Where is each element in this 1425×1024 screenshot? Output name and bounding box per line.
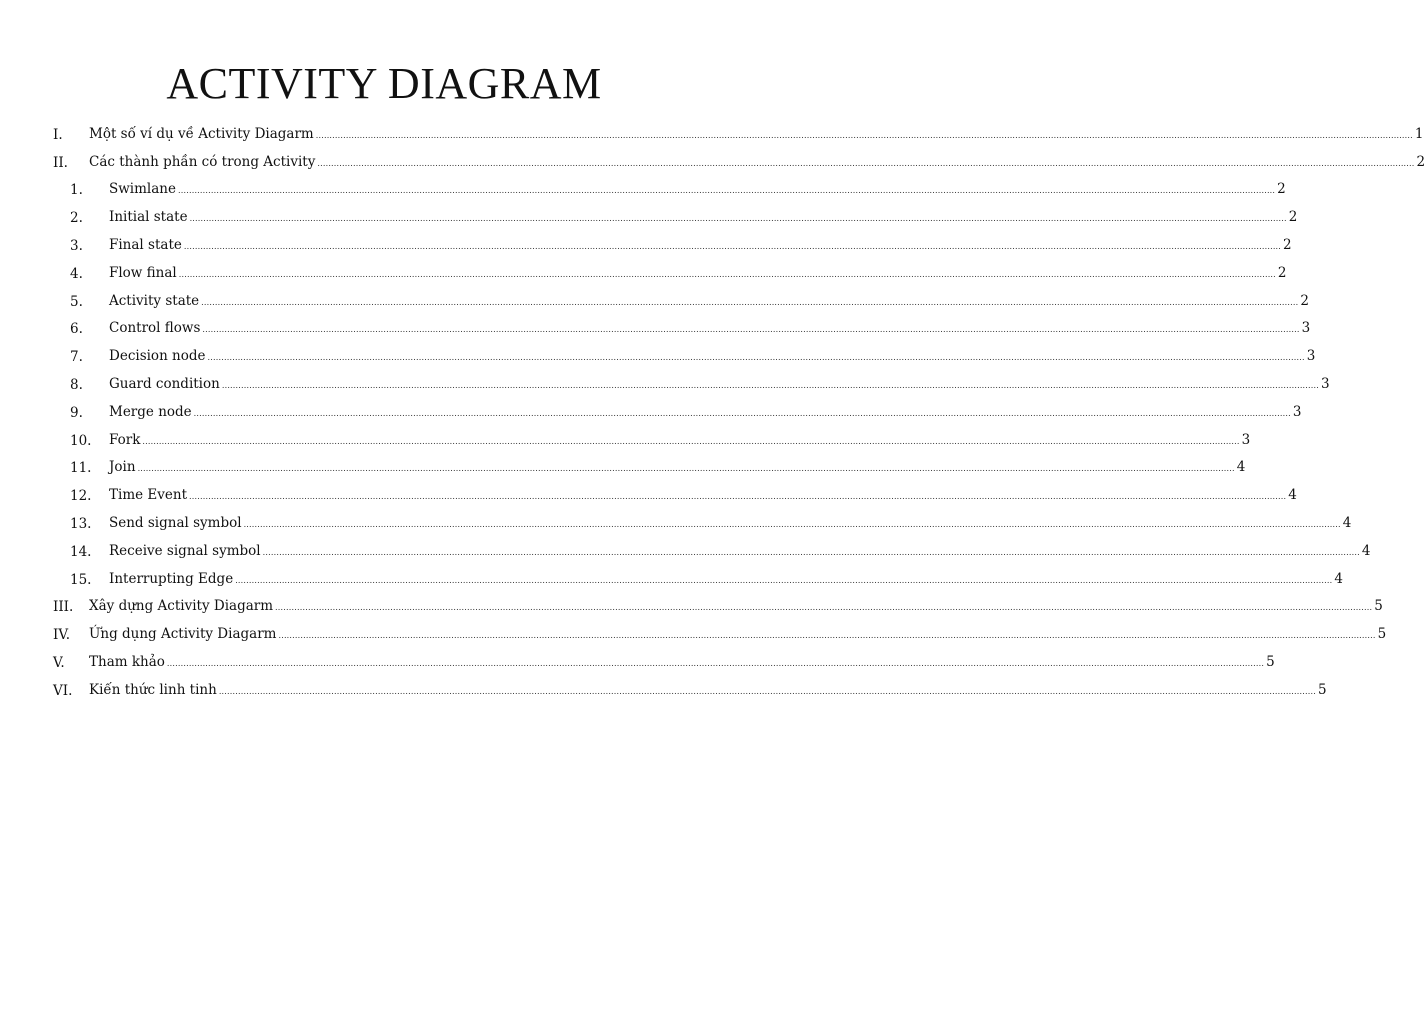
toc-leader-dots: ................................................................................................................................................................................................................................................................................................................................................................................................................ <box>207 353 1305 363</box>
toc-entry-label: Swimlane <box>109 181 176 198</box>
toc-entry-label: Ứng dụng Activity Diagarm <box>89 626 277 643</box>
toc-leader-dots: ................................................................................................................................................................................................................................................................................................................................................................................................................ <box>189 214 1287 224</box>
toc-leader-dots: ................................................................................................................................................................................................................................................................................................................................................................................................................ <box>183 242 1282 252</box>
toc-entry[interactable] <box>0 510 1352 538</box>
toc-entry-label: Merge node <box>109 403 192 420</box>
toc-entry-number: 14. <box>70 543 92 560</box>
toc-leader-dots: ................................................................................................................................................................................................................................................................................................................................................................................................................ <box>201 297 1299 307</box>
toc-entry-page: 3 <box>1321 376 1330 393</box>
toc-entry[interactable] <box>0 538 1371 566</box>
toc-entry[interactable] <box>0 260 1287 288</box>
toc-entry[interactable] <box>0 371 1330 399</box>
toc-entry[interactable] <box>0 621 1387 649</box>
toc-entry-page: 2 <box>1283 237 1292 254</box>
toc-entry-page: 5 <box>1318 681 1327 698</box>
toc-entry-number: VI. <box>53 682 73 699</box>
document-title: ACTIVITY DIAGRAM <box>166 59 602 108</box>
toc-entry-page: 1 <box>1414 125 1424 142</box>
toc-leader-dots: ................................................................................................................................................................................................................................................................................................................................................................................................................ <box>166 659 1265 669</box>
toc-entry-number: IV. <box>53 627 71 644</box>
toc-leader-dots: ................................................................................................................................................................................................................................................................................................................................................................................................................ <box>218 686 1316 696</box>
toc-entry[interactable] <box>0 232 1292 260</box>
toc-entry-number: 4. <box>70 265 83 282</box>
toc-leader-dots: ................................................................................................................................................................................................................................................................................................................................................................................................................ <box>315 130 1413 140</box>
toc-entry[interactable] <box>0 288 1309 316</box>
toc-entry-page: 2 <box>1277 264 1287 281</box>
toc-entry[interactable] <box>0 316 1311 344</box>
toc-entry-page: 3 <box>1241 431 1251 448</box>
toc-leader-dots: ................................................................................................................................................................................................................................................................................................................................................................................................................ <box>317 158 1415 168</box>
toc-entry-page: 2 <box>1277 181 1286 198</box>
toc-leader-dots: ................................................................................................................................................................................................................................................................................................................................................................................................................ <box>275 603 1373 613</box>
toc-entry-number: 8. <box>70 377 83 394</box>
toc-leader-dots: ................................................................................................................................................................................................................................................................................................................................................................................................................ <box>243 520 1341 530</box>
toc-entry-page: 2 <box>1288 209 1298 226</box>
toc-entry[interactable] <box>0 149 1425 177</box>
toc-entry-label: Receive signal symbol <box>109 542 261 559</box>
toc-leader-dots: ................................................................................................................................................................................................................................................................................................................................................................................................................ <box>189 492 1287 502</box>
toc-entry-number: III. <box>53 599 74 616</box>
toc-entry[interactable] <box>0 177 1286 205</box>
toc-leader-dots: ................................................................................................................................................................................................................................................................................................................................................................................................................ <box>278 631 1376 641</box>
toc-entry-page: 4 <box>1288 487 1297 504</box>
toc-entry-label: Control flows <box>109 320 201 337</box>
toc-entry[interactable] <box>0 343 1316 371</box>
toc-entry-label: Một số ví dụ về Activity Diagarm <box>89 125 314 142</box>
toc-entry-page: 2 <box>1300 292 1309 309</box>
toc-leader-dots: ................................................................................................................................................................................................................................................................................................................................................................................................................ <box>221 381 1320 391</box>
toc-entry[interactable] <box>0 649 1275 677</box>
toc-entry[interactable] <box>0 204 1298 232</box>
toc-entry[interactable] <box>0 427 1251 455</box>
toc-entry-number: 13. <box>70 516 92 533</box>
toc-entry-page: 4 <box>1334 570 1343 587</box>
toc-entry-page: 2 <box>1416 153 1425 170</box>
toc-entry-label: Interrupting Edge <box>109 570 234 587</box>
toc-entry-label: Xây dựng Activity Diagarm <box>89 598 274 615</box>
toc-entry-number: 1. <box>70 182 83 199</box>
toc-entry[interactable] <box>0 121 1424 149</box>
toc-leader-dots: ................................................................................................................................................................................................................................................................................................................................................................................................................ <box>178 269 1276 279</box>
toc-leader-dots: ................................................................................................................................................................................................................................................................................................................................................................................................................ <box>177 186 1276 196</box>
toc-entry-number: 2. <box>70 210 83 227</box>
toc-entry-label: Initial state <box>109 209 188 226</box>
toc-entry[interactable] <box>0 482 1297 510</box>
toc-leader-dots: ................................................................................................................................................................................................................................................................................................................................................................................................................ <box>193 408 1291 418</box>
toc-entry-label: Tham khảo <box>89 654 165 671</box>
toc-entry-page: 5 <box>1374 598 1383 615</box>
toc-entry-label: Send signal symbol <box>109 515 242 532</box>
toc-entry-label: Fork <box>109 431 141 448</box>
toc-entry-label: Guard condition <box>109 376 220 393</box>
toc-entry-label: Các thành phần có trong Activity <box>89 153 316 170</box>
toc-entry-page: 3 <box>1301 320 1311 337</box>
toc-entry-number: V. <box>53 655 65 672</box>
toc-entry-number: 3. <box>70 238 83 255</box>
toc-entry-page: 4 <box>1342 515 1352 532</box>
toc-entry-page: 5 <box>1266 654 1275 671</box>
toc-entry-label: Decision node <box>109 348 206 365</box>
toc-entry-number: 6. <box>70 321 83 338</box>
table-of-contents <box>0 121 1425 705</box>
toc-entry-label: Final state <box>109 237 182 254</box>
toc-entry-label: Kiến thức linh tinh <box>89 681 217 698</box>
toc-entry-number: 15. <box>70 571 92 588</box>
toc-entry[interactable] <box>0 594 1383 622</box>
toc-entry[interactable] <box>0 455 1246 483</box>
toc-leader-dots: ................................................................................................................................................................................................................................................................................................................................................................................................................ <box>142 436 1240 446</box>
toc-entry-page: 4 <box>1361 542 1371 559</box>
toc-entry-number: 5. <box>70 293 83 310</box>
toc-leader-dots: ................................................................................................................................................................................................................................................................................................................................................................................................................ <box>137 464 1235 474</box>
toc-leader-dots: ................................................................................................................................................................................................................................................................................................................................................................................................................ <box>202 325 1300 335</box>
toc-entry[interactable] <box>0 399 1302 427</box>
toc-entry-label: Activity state <box>109 292 200 309</box>
toc-entry-number: 12. <box>70 488 92 505</box>
toc-entry-number: I. <box>53 126 63 143</box>
toc-entry-page: 3 <box>1306 348 1316 365</box>
toc-entry-number: 9. <box>70 404 83 421</box>
toc-entry-number: 10. <box>70 432 92 449</box>
toc-leader-dots: ................................................................................................................................................................................................................................................................................................................................................................................................................ <box>262 547 1360 557</box>
toc-entry-number: 11. <box>70 460 92 477</box>
toc-entry[interactable] <box>0 566 1343 594</box>
toc-entry-number: 7. <box>70 349 83 366</box>
toc-entry-page: 4 <box>1236 459 1246 476</box>
toc-entry-label: Time Event <box>109 487 187 504</box>
toc-entry-page: 5 <box>1377 626 1387 643</box>
toc-entry-page: 3 <box>1292 403 1302 420</box>
toc-entry-label: Flow final <box>109 264 177 281</box>
toc-leader-dots: ................................................................................................................................................................................................................................................................................................................................................................................................................ <box>235 575 1333 585</box>
toc-entry-number: II. <box>53 154 68 171</box>
toc-entry-label: Join <box>109 459 136 476</box>
toc-entry[interactable] <box>0 677 1327 705</box>
